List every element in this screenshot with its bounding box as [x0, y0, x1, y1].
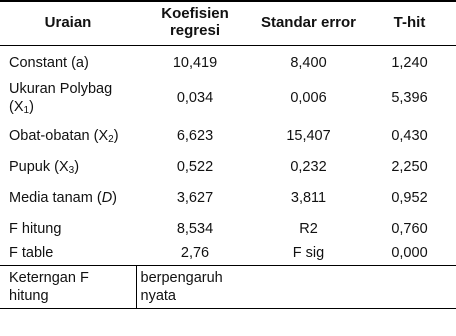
cell-t-hit: 0,760 — [391, 221, 428, 237]
note-empty-cell — [254, 266, 363, 309]
table-row — [0, 179, 456, 217]
cell-t-hit: 2,250 — [391, 159, 428, 175]
header-standar-error: Standar error — [254, 1, 363, 46]
cell-standar-error: 15,407 — [286, 128, 331, 144]
row-label: Pupuk $(X_3)$ — [9, 159, 80, 176]
table-row — [0, 79, 456, 117]
cell-t-hit: 5,396 — [391, 90, 428, 106]
cell-koefisien: 0,522 — [176, 159, 214, 175]
regression-table — [0, 1, 456, 309]
header-uraian: Uraian — [0, 1, 136, 46]
header-t-hit: T-hit — [363, 1, 456, 46]
header-koefisien: Koefisien regresi — [136, 1, 254, 46]
cell-koefisien: 2,76 — [136, 241, 254, 266]
table-row — [0, 46, 456, 80]
table-row — [0, 155, 456, 179]
table-row — [0, 241, 456, 266]
cell-koefisien: 0,034 — [176, 90, 214, 106]
cell-koefisien: 6,623 — [176, 128, 214, 144]
cell-t-hit: 1,240 — [391, 54, 428, 71]
table-header-row — [0, 1, 456, 46]
cell-koefisien: 3,627 — [176, 190, 214, 206]
cell-standar-error: 3,811 — [290, 190, 327, 206]
cell-standar-error: 0,006 — [290, 90, 327, 106]
cell-standar-error: 0,232 — [290, 159, 327, 175]
note-label: Keterngan F hitung — [0, 266, 136, 309]
row-label: F hitung — [9, 221, 62, 237]
row-label: F table — [0, 241, 136, 266]
note-empty-cell — [363, 266, 456, 309]
cell-t-hit: 0,952 — [391, 190, 428, 206]
cell-t-hit: 0,000 — [363, 241, 456, 266]
cell-koefisien: 10,419 — [172, 54, 218, 71]
cell-standar-error: R2 — [299, 221, 318, 237]
cell-standar-error: F sig — [254, 241, 363, 266]
note-value: berpengaruh nyata — [136, 266, 254, 309]
row-label: Obat-obatan $(X_2)$ — [9, 128, 119, 145]
row-label: Media tanam (D) — [9, 190, 118, 206]
cell-standar-error: 8,400 — [290, 54, 327, 71]
cell-koefisien: 8,534 — [176, 221, 214, 237]
table-row — [0, 117, 456, 155]
row-label: Constant (a) — [9, 54, 89, 71]
table-note-row — [0, 266, 456, 309]
table-row — [0, 217, 456, 241]
cell-t-hit: 0,430 — [391, 128, 428, 144]
row-label: Ukuran Polybag $(X_1)$ — [9, 81, 113, 116]
